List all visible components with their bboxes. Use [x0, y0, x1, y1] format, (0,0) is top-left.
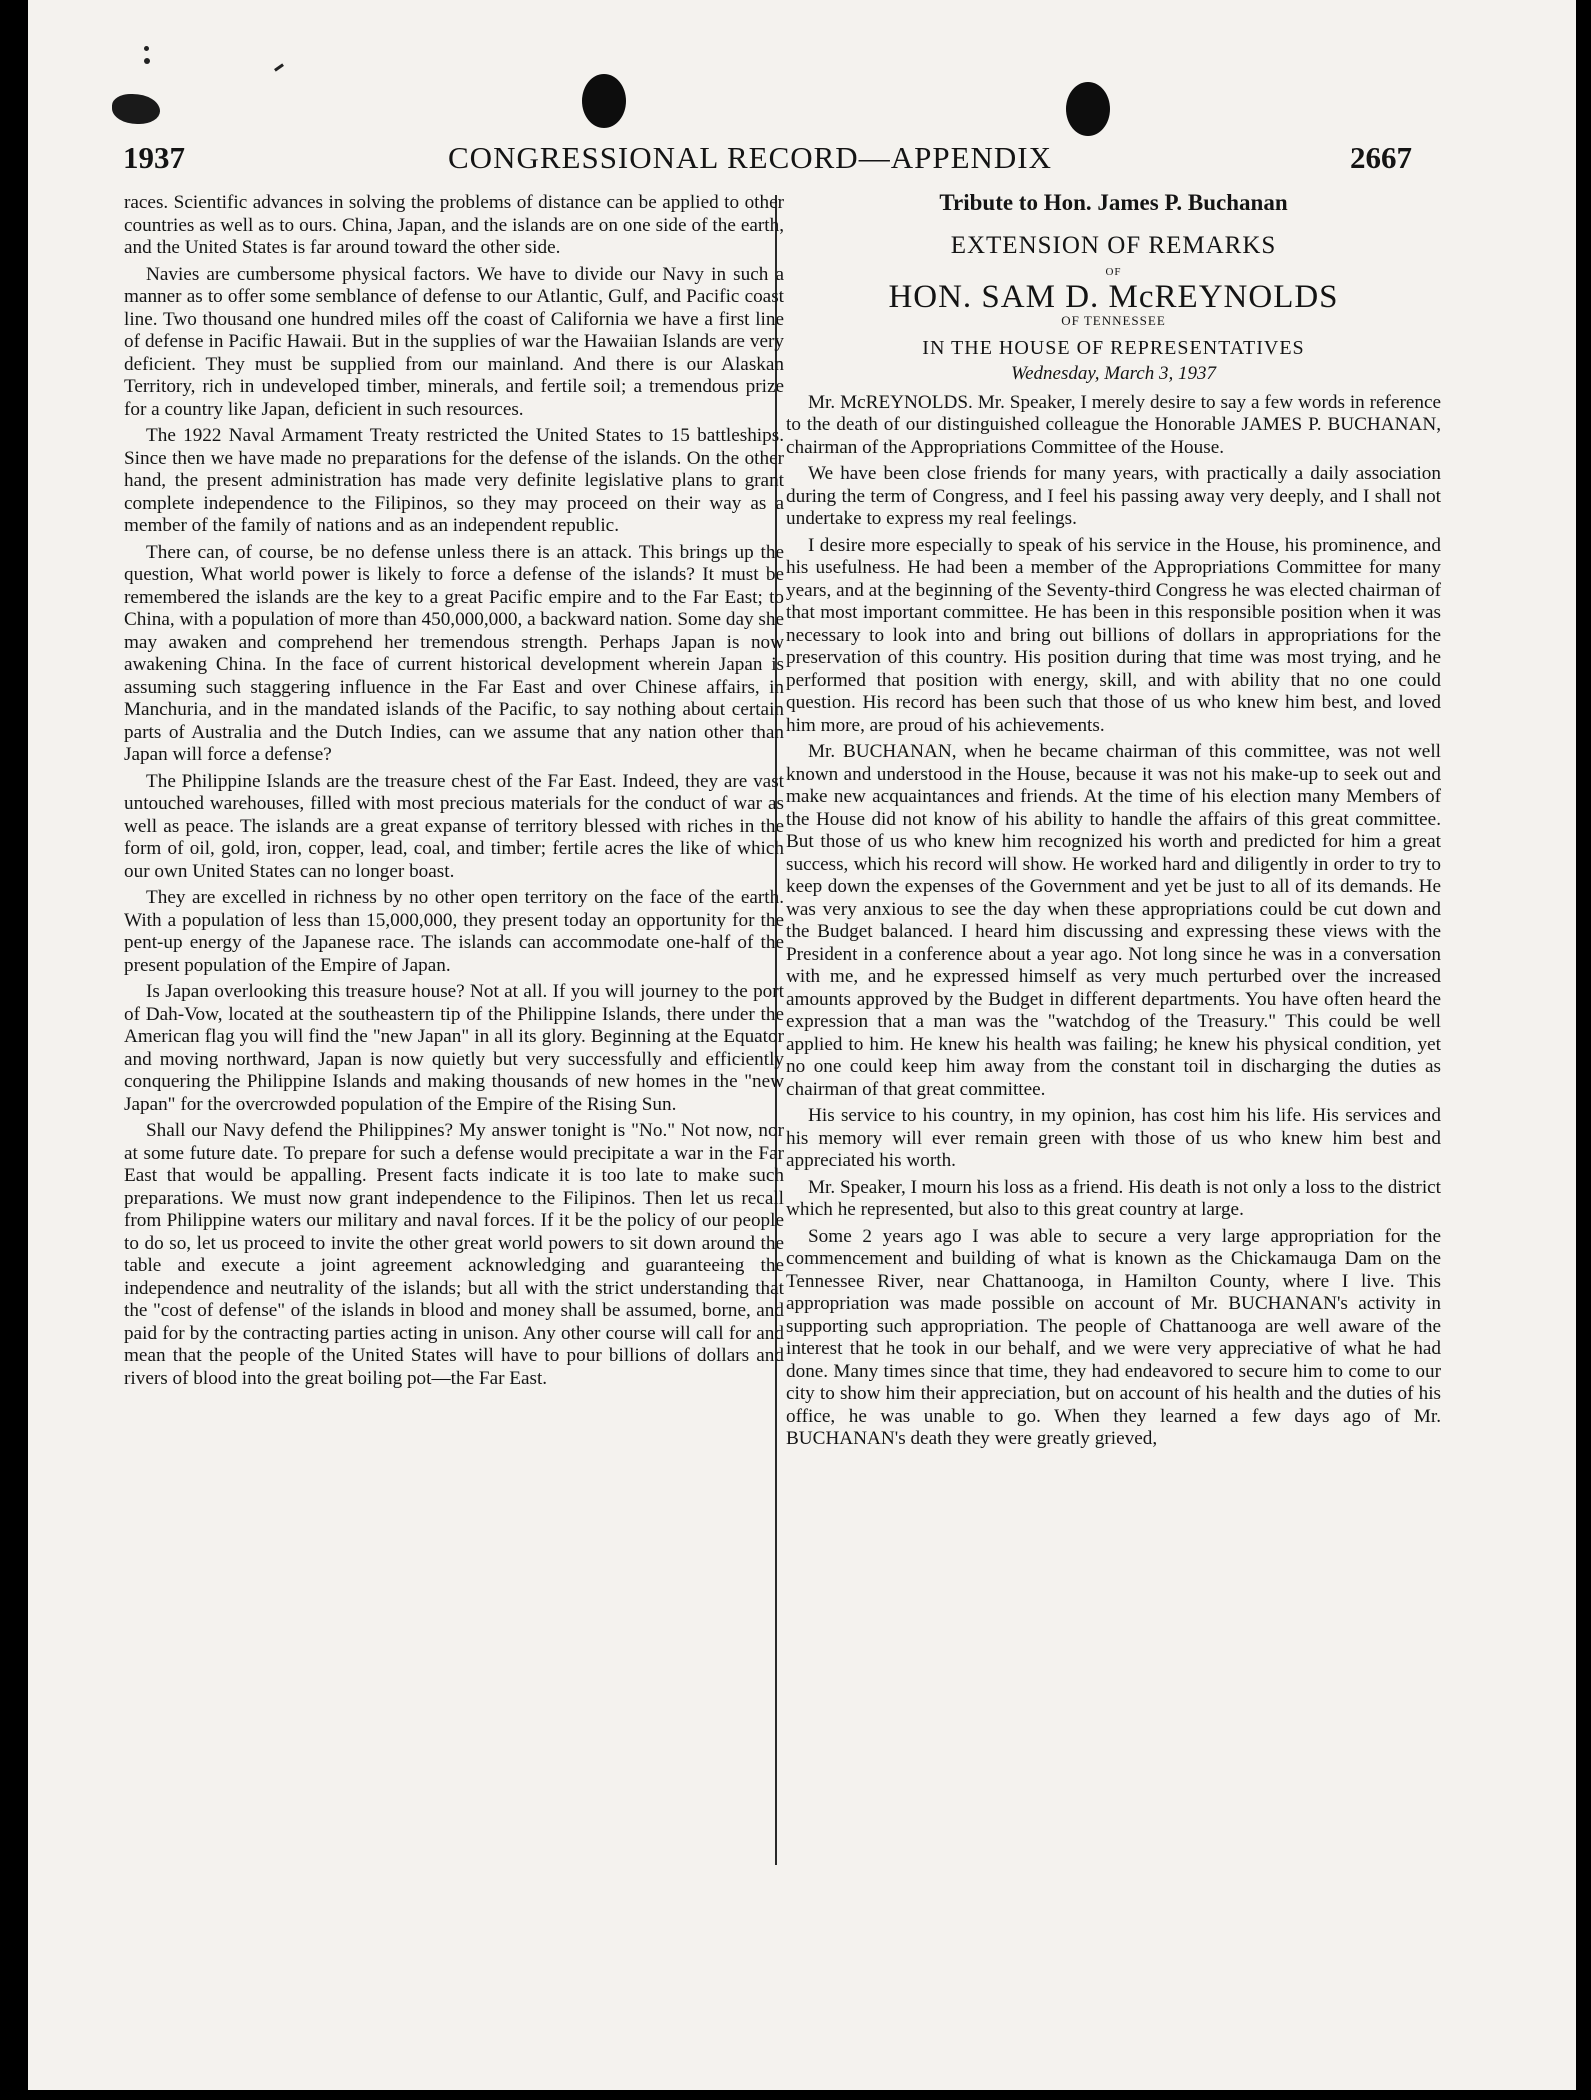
paragraph: There can, of course, be no defense unless there is an attack. This brings up the question, What world power is likely to force a defense of the islands? It must be remembered the islands are the key to a great Pacific empire and to the Far East; to China, with a population of more than 450,000,000, a backward nation. Some day she may awaken and comprehend her tremendous strength. Perhaps Japan is now awakening China. In the face of current historical development wherein Japan is assuming such staggering influence in the Far East and over Chinese affairs, in Manchuria, and in the mandated islands of the Pacific, to say nothing about certain parts of Australia and the Dutch Indies, can we assume that any nation other than Japan will force a defense?: [124, 541, 784, 765]
header-page-number: 2667: [1350, 140, 1412, 175]
paragraph: I desire more especially to speak of his service in the House, his prominence, and his usefulness. He had been a member of the Appropriations Committee for many years, and at the beginning of the Seventy-third Congress he was elected chairman of that most important committee. He has been in this responsible position when it was necessary to look into and bring out billions of dollars in appropriations for the preservation of this country. His position during that time was most trying, and he performed that position with energy, skill, and with ability that no one could question. His record has been such that those of us who knew him best, and loved him more, are proud of his achievements.: [786, 534, 1441, 736]
state-label: OF TENNESSEE: [1061, 313, 1166, 328]
paragraph: His service to his country, in my opinion, has cost him his life. His services and his memory will ever remain green with those of us who knew him best and appreciated his worth.: [786, 1105, 1441, 1171]
paragraph: races. Scientific advances in solving the problems of distance can be applied to other countries as well as to ours. China, Japan, and the islands are on one side of the earth, and the United States is far around toward the other side.: [124, 192, 784, 258]
paragraph: Mr. Speaker, I mourn his loss as a friend. His death is not only a loss to the district which he represented, but also to this great country at large.: [786, 1176, 1441, 1220]
paragraph: Mr. BUCHANAN, when he became chairman of this committee, was not well known and understood in the House, because it was not his make-up to seek out and make new acquaintances and friends. At the time of his election many Members of the House did not know of his ability to handle the affairs of this great committee. But those of us who knew him recognized his worth and predicted for him a great success, which his record will show. He worked hard and diligently in order to try to keep down the expenses of the Government and yet be just to all of its demands. He was very anxious to see the day when these appropriations could be cut down and the Budget balanced. I heard him discussing and expressing these views with the President in a conference about a year ago. Not long since he was in a conversation with me, and he expressed himself as very much perturbed over the increased amounts approved by the Budget in different departments. You have often heard the expression that a man was the "watchdog of the Treasury." This could be well applied to him. He knew his health was failing; he knew his physical condition, yet no one could keep him away from the constant toil in discharging the duties as chairman of that great committee.: [786, 741, 1441, 1100]
paragraph: Mr. McREYNOLDS. Mr. Speaker, I merely desire to say a few words in reference to the death of our distinguished colleague the Honorable JAMES P. BUCHANAN, chairman of the Appropriations Committee of the House.: [786, 391, 1441, 458]
header-year: 1937: [123, 140, 185, 175]
paragraph: Navies are cumbersome physical factors. We have to divide our Navy in such a manner as to offer some semblance of defense to our Atlantic, Gulf, and Pacific coast line. Two thousand one hundred miles off the coast of California we have a first line of defense in Pacific Hawaii. But in the supplies of war the Hawaiian Islands are very deficient. They must be supplied from our mainland. And there is our Alaskan Territory, rich in undeveloped timber, minerals, and fertile soil; a tremendous prize for a country like Japan, deficient in such resources.: [124, 263, 784, 420]
paragraph: Some 2 years ago I was able to secure a very large appropriation for the commencement and building of what is known as the Chickamauga Dam on the Tennessee River, near Chattanooga, in Hamilton County, where I live. This appropriation was made possible on account of Mr. BUCHANAN's activity in supporting such appropriation. The people of Chattanooga are well aware of the interest that he took in our behalf, and we were very appreciative of what he had done. Many times since that time, they had endeavored to secure him to come to our city to show him their appreciation, but on account of his health and the duties of his office, he was unable to go. When they learned a few days ago of Mr. BUCHANAN's death they were greatly grieved,: [786, 1225, 1441, 1449]
paragraph: Is Japan overlooking this treasure house? Not at all. If you will journey to the port of Dah-Vow, located at the southeastern tip of the Philippine Islands, there under the American flag you will find the "new Japan" in all its glory. Beginning at the Equator and moving northward, Japan is now quietly but very successfully and efficiently conquering the Philippine Islands and making thousands of new homes in the "new Japan" for the overcrowded population of the Empire of the Rising Sun.: [124, 981, 784, 1115]
header-title: CONGRESSIONAL RECORD—APPENDIX: [448, 140, 1052, 175]
of-label: OF: [1105, 266, 1122, 278]
house-label: IN THE HOUSE OF REPRESENTATIVES: [922, 336, 1305, 359]
tribute-title: Tribute to Hon. James P. Buchanan: [939, 190, 1288, 215]
paragraph: Shall our Navy defend the Philippines? My answer tonight is "No." Not now, nor at some future date. To prepare for such a defense would precipitate a war in the Far East that would be appalling. Present facts indicate it is too late to make such preparations. We must now grant independence to the Filipinos. Then let us recall from Philippine waters our military and naval forces. If it be the policy of our people to do so, let us proceed to invite the other great world powers to sit down around the table and execute a joint agreement acknowledging and guaranteeing the independence and neutrality of the islands; but all with the strict understanding that the "cost of defense" of the islands in blood and money shall be assumed, borne, and paid for by the contracting parties acting in unison. Any other course will call for and mean that the people of the United States will have to pour billions of dollars and rivers of blood into the great boiling pot—the Far East.: [124, 1120, 784, 1389]
paragraph: The 1922 Naval Armament Treaty restricted the United States to 15 battleships. Since then we have made no preparations for the defense of the islands. On the other hand, the present administration has made very definite legislative plans to grant complete independence to the Filipinos, so they may proceed on their way as a member of the family of nations and as an independent republic.: [124, 425, 784, 536]
ink-speck: [144, 46, 149, 51]
member-name: HON. SAM D. McREYNOLDS: [888, 278, 1339, 315]
document-page: [28, 0, 1576, 2090]
extension-heading: EXTENSION OF REMARKS: [950, 231, 1277, 259]
right-column: [786, 192, 1441, 1455]
paragraph: They are excelled in richness by no other open territory on the face of the earth. With a population of less than 15,000,000, they present today an opportunity for the pent-up energy of the Japanese race. The islands can accommodate one-half of the present population of the Empire of Japan.: [124, 887, 784, 976]
punch-hole-left: [582, 74, 626, 128]
punch-hole-right: [1066, 82, 1110, 136]
ink-speck: [274, 63, 284, 71]
left-column: [124, 192, 784, 1394]
paragraph: The Philippine Islands are the treasure chest of the Far East. Indeed, they are vast untouched warehouses, filled with most precious materials for the conduct of war as well as peace. The islands are a great expanse of territory blessed with riches in the form of oil, gold, iron, copper, lead, coal, and timber; fertile acres the like of which our own United States can no longer boast.: [124, 770, 784, 882]
page-header: [28, 140, 1576, 180]
ink-speck: [144, 58, 150, 64]
paragraph: We have been close friends for many years, with practically a daily association during the term of Congress, and I feel his passing away very deeply, and I shall not undertake to express my real feelings.: [786, 463, 1441, 529]
date-label: Wednesday, March 3, 1937: [1011, 363, 1216, 384]
ink-smudge: [112, 94, 160, 124]
